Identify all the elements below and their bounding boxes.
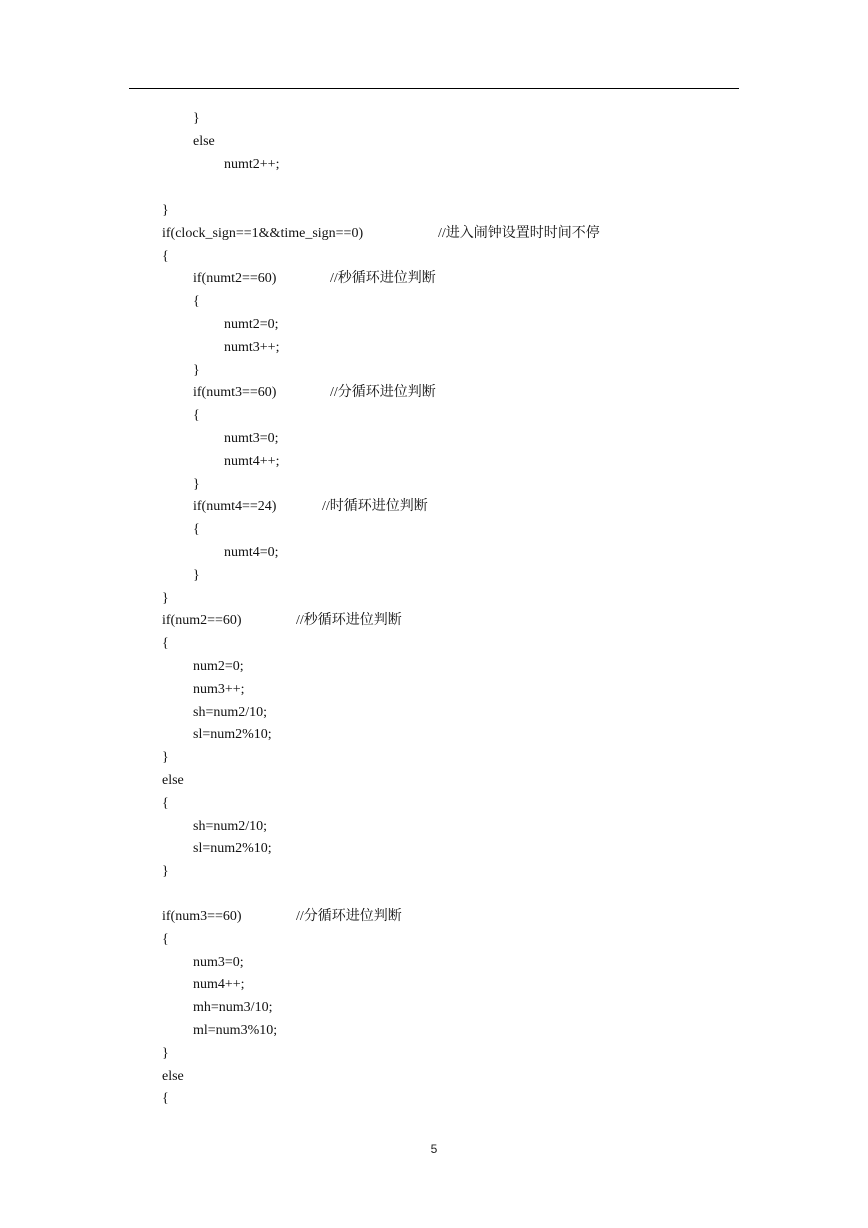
code-line: if(num3==60) //分循环进位判断 [162, 909, 402, 924]
code-line: if(numt4==24) //时循环进位判断 [193, 499, 428, 514]
code-line: ml=num3%10; [193, 1023, 278, 1038]
code-line: if(numt3==60) //分循环进位判断 [193, 385, 436, 400]
code-line: } [162, 1046, 169, 1061]
code-line: if(num2==60) //秒循环进位判断 [162, 613, 402, 628]
code-line: sh=num2/10; [193, 705, 268, 720]
code-line: { [162, 1091, 169, 1106]
code-line: } [193, 363, 200, 378]
code-line: num3=0; [193, 955, 244, 970]
code-line: { [162, 796, 169, 811]
code-line: } [162, 750, 169, 765]
code-line: numt3++; [224, 340, 280, 355]
code-line: { [162, 249, 169, 264]
code-line: numt4=0; [224, 545, 279, 560]
code-line: sl=num2%10; [193, 727, 272, 742]
code-line: { [193, 522, 200, 537]
code-line: } [193, 111, 200, 126]
code-comment: //分循环进位判断 [330, 385, 436, 400]
header-rule [129, 88, 739, 89]
code-line: mh=num3/10; [193, 1000, 273, 1015]
code-line: } [162, 864, 169, 879]
code-line: numt2++; [224, 157, 280, 172]
code-comment: //秒循环进位判断 [330, 271, 436, 286]
code-line: } [162, 591, 169, 606]
code-line: sh=num2/10; [193, 819, 268, 834]
page-number: 5 [430, 1142, 438, 1156]
code-line: if(clock_sign==1&&time_sign==0) //进入闹钟设置时时间不停 [162, 226, 600, 241]
code-line: { [193, 294, 200, 309]
code-line: numt2=0; [224, 317, 279, 332]
code-line: } [193, 477, 200, 492]
code-comment: //秒循环进位判断 [296, 613, 402, 628]
code-comment: //时循环进位判断 [322, 499, 428, 514]
code-line: } [162, 203, 169, 218]
code-line: { [162, 636, 169, 651]
code-line: sl=num2%10; [193, 841, 272, 856]
code-line: num2=0; [193, 659, 244, 674]
code-comment: //分循环进位判断 [296, 909, 402, 924]
code-comment: //进入闹钟设置时时间不停 [438, 226, 600, 241]
code-line: { [193, 408, 200, 423]
code-line: num3++; [193, 682, 245, 697]
code-line: else [193, 134, 215, 149]
code-line: numt3=0; [224, 431, 279, 446]
code-line: numt4++; [224, 454, 280, 469]
code-line: else [162, 773, 184, 788]
code-line: { [162, 932, 169, 947]
code-line: } [193, 568, 200, 583]
code-line: if(numt2==60) //秒循环进位判断 [193, 271, 436, 286]
code-line: else [162, 1069, 184, 1084]
code-line: num4++; [193, 977, 245, 992]
